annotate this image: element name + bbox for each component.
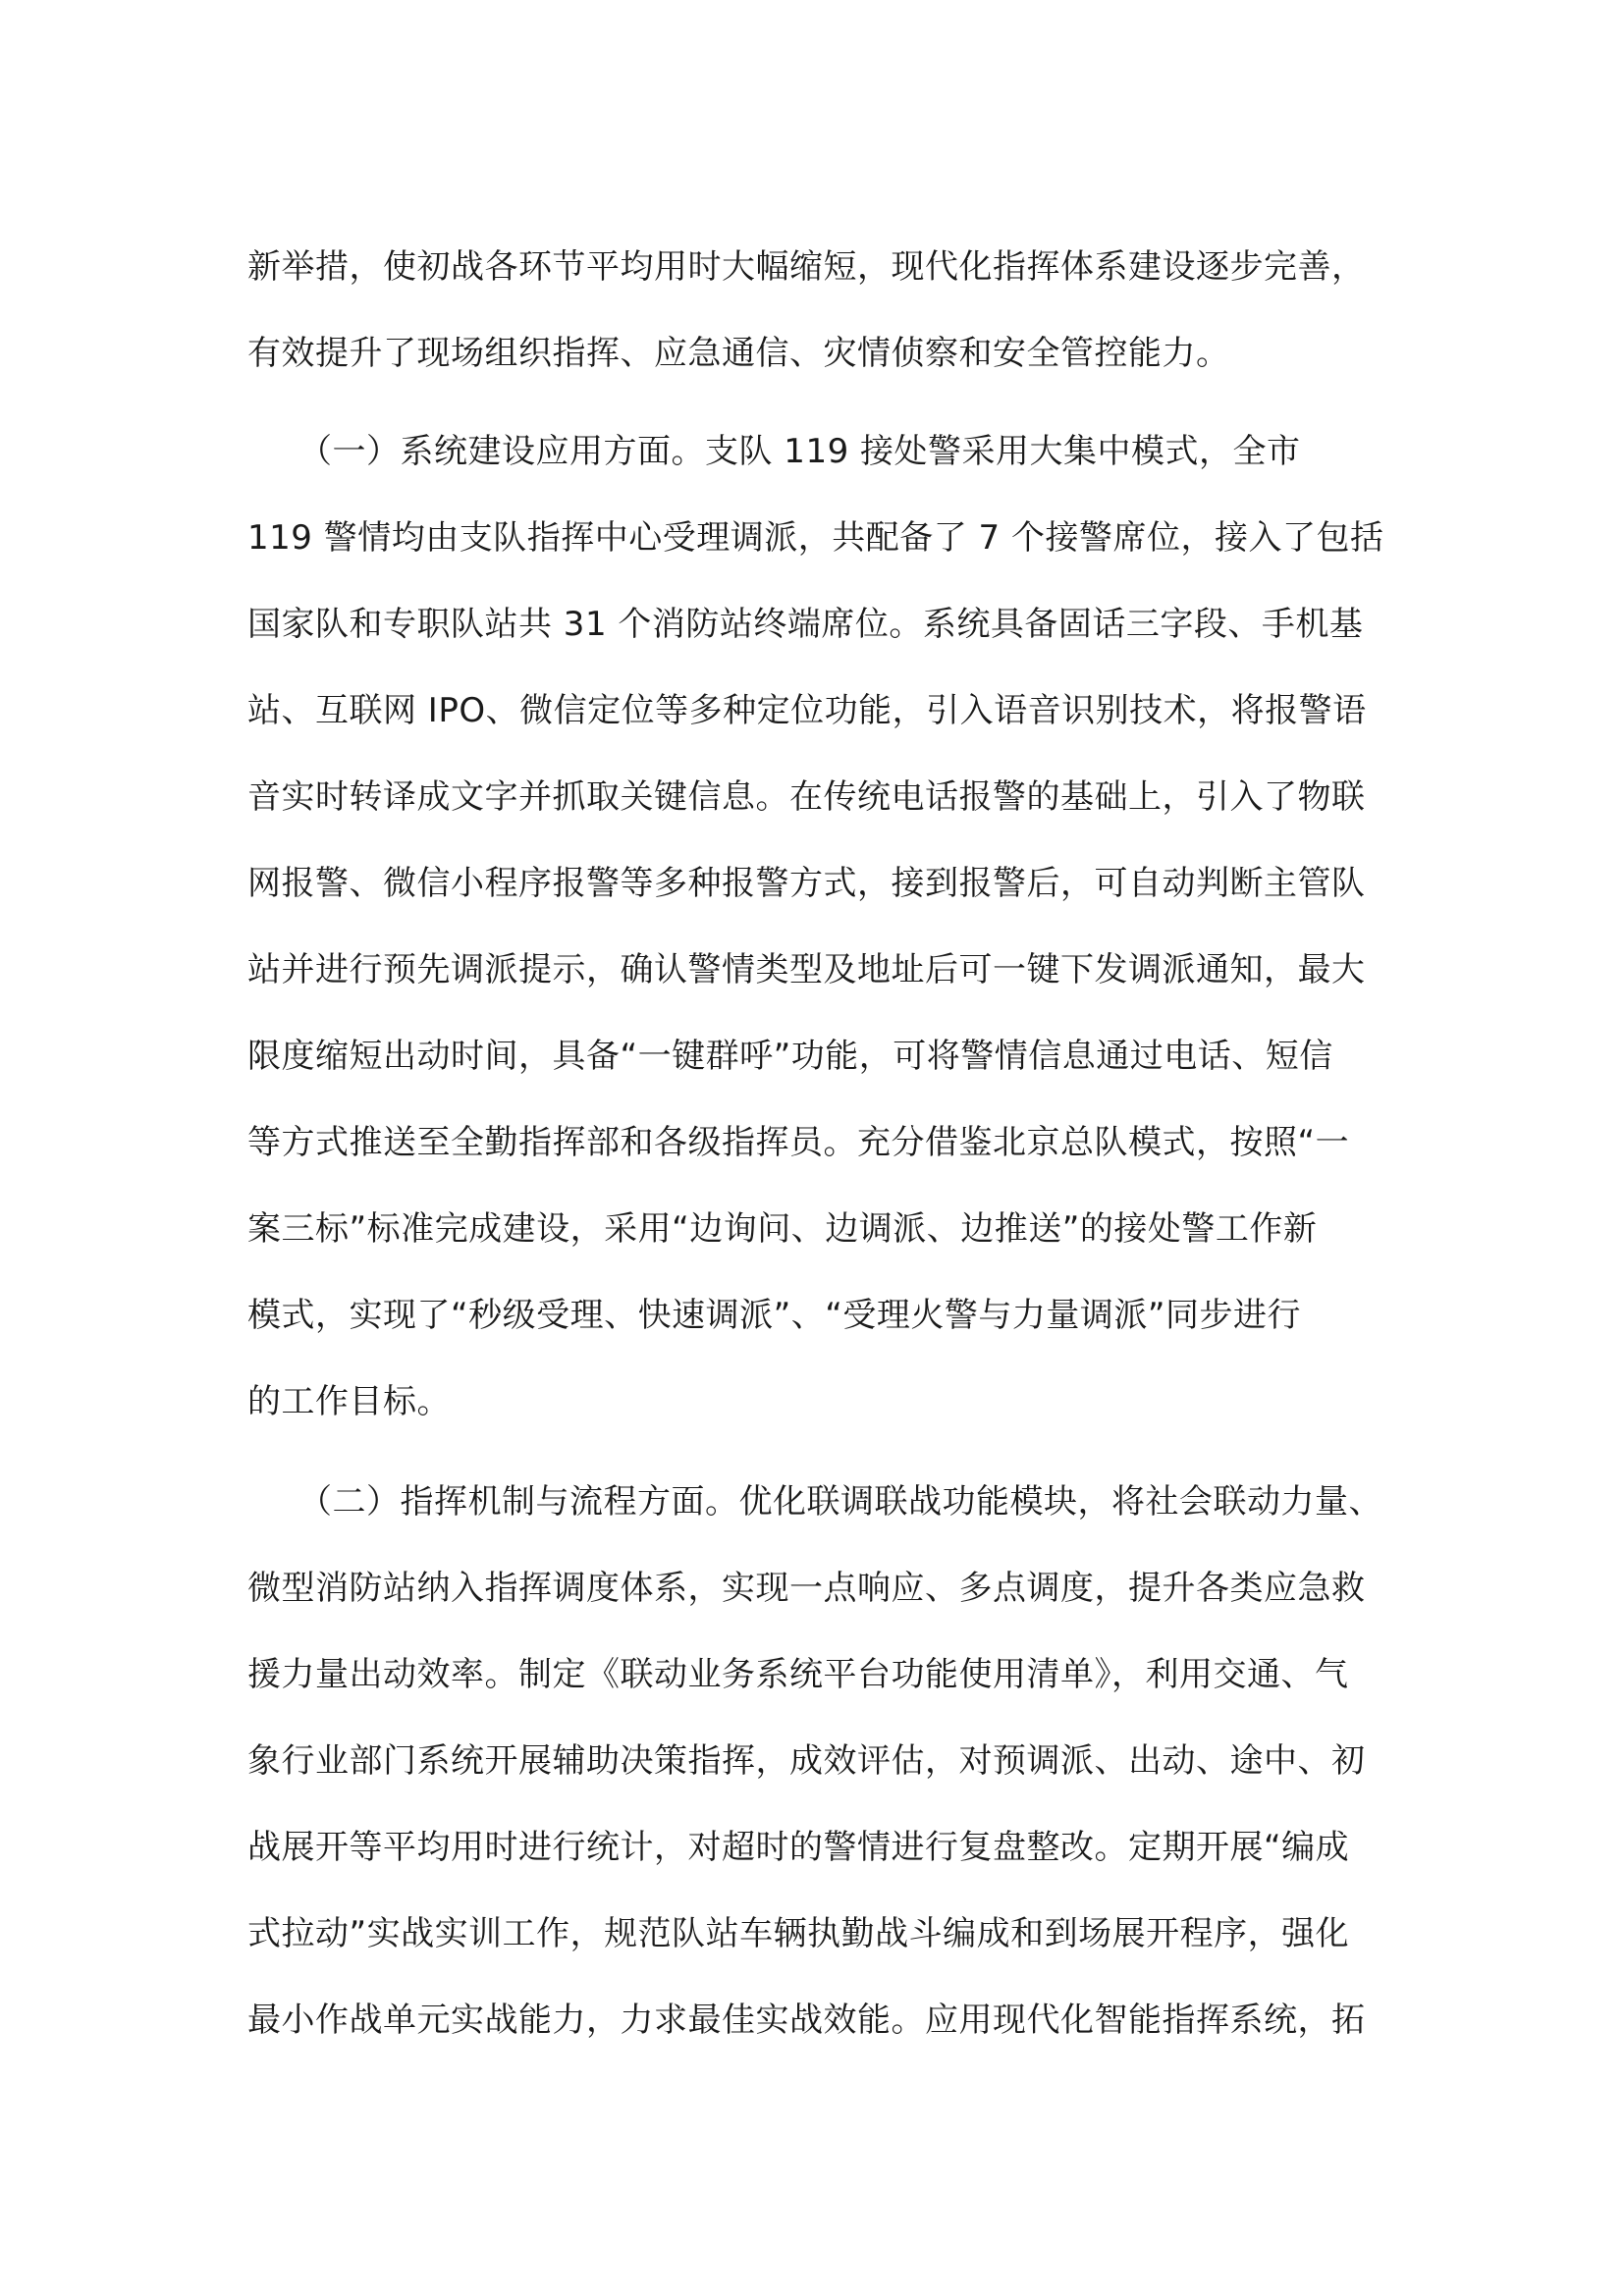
text-line: 网报警、微信小程序报警等多种报警方式，接到报警后，可自动判断主管队 (247, 864, 1366, 903)
text-line: 模式，实现了“秒级受理、快速调派”、“受理火警与力量调派”同步进行 (247, 1296, 1301, 1335)
text-line: 战展开等平均用时进行统计，对超时的警情进行复盘整改。定期开展“编成 (247, 1828, 1350, 1867)
text-line: 新举措，使初战各环节平均用时大幅缩短，现代化指挥体系建设逐步完善， (247, 247, 1366, 287)
text-line: 站、互联网 IPO、微信定位等多种定位功能，引入语音识别技术，将报警语 (247, 691, 1367, 730)
text-line: 的工作目标。 (247, 1382, 451, 1421)
text-line: 等方式推送至全勤指挥部和各级指挥员。充分借鉴北京总队模式，按照“一 (247, 1123, 1350, 1162)
paragraph-continuation (247, 224, 1386, 397)
paragraph-system-construction (247, 408, 1386, 1445)
text-line: 国家队和专职队站共 31 个消防站终端席位。系统具备固话三字段、手机基 (247, 605, 1364, 644)
text-line: 119 警情均由支队指挥中心受理调派，共配备了 7 个接警席位，接入了包括 (247, 518, 1384, 558)
text-line: 音实时转译成文字并抓取关键信息。在传统电话报警的基础上，引入了物联 (247, 777, 1366, 817)
text-line: 案三标”标准完成建设，采用“边询问、边调派、边推送”的接处警工作新 (247, 1209, 1318, 1249)
text-line: 有效提升了现场组织指挥、应急通信、灾情侦察和安全管控能力。 (247, 334, 1230, 373)
text-line: 援力量出动效率。制定《联动业务系统平台功能使用清单》，利用交通、气 (247, 1655, 1349, 1694)
text-line: 式拉动”实战实训工作，规范队站车辆执勤战斗编成和到场展开程序，强化 (247, 1914, 1350, 1953)
text-line: 象行业部门系统开展辅助决策指挥，成效评估，对预调派、出动、途中、初 (247, 1741, 1366, 1781)
text-line: 限度缩短出动时间，具备“一键群呼”功能，可将警情信息通过电话、短信 (247, 1037, 1333, 1076)
text-line: 最小作战单元实战能力，力求最佳实战效能。应用现代化智能指挥系统，拓 (247, 2001, 1366, 2040)
text-line: （二）指挥机制与流程方面。优化联调联战功能模块，将社会联动力量、 (247, 1482, 1382, 1522)
text-line: （一）系统建设应用方面。支队 119 接处警采用大集中模式，全市 (247, 432, 1301, 471)
paragraph-command-mechanism (247, 1459, 1386, 2063)
text-line: 微型消防站纳入指挥调度体系，实现一点响应、多点调度，提升各类应急救 (247, 1569, 1366, 1608)
text-line: 站并进行预先调派提示，确认警情类型及地址后可一键下发调派通知，最大 (247, 950, 1366, 989)
body-text (247, 224, 1386, 2063)
